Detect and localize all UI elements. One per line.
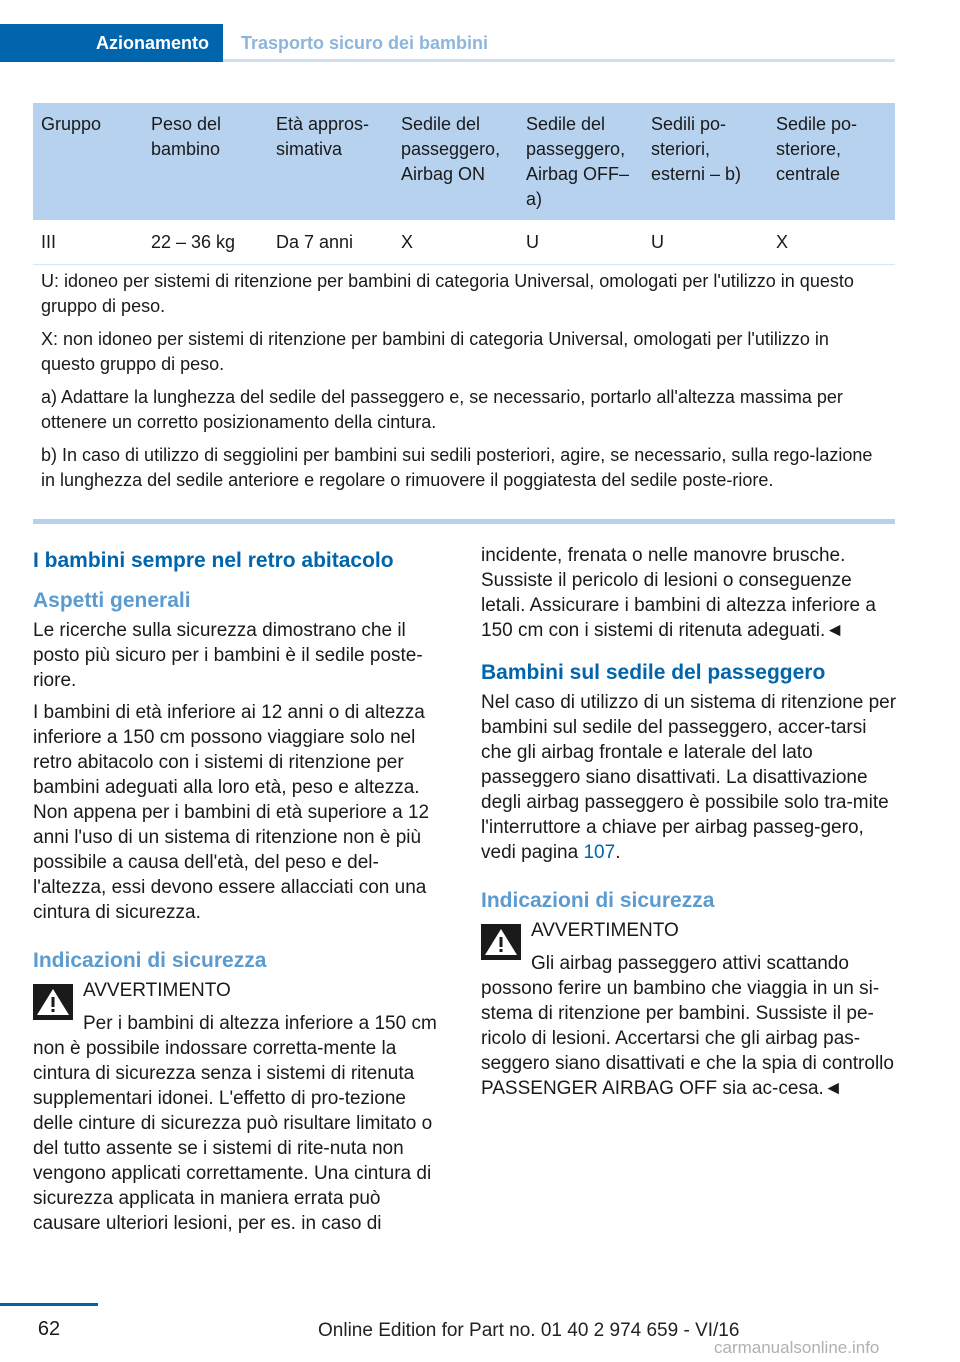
- warning-block: [33, 978, 449, 1236]
- warning-label: AVVERTIMENTO: [83, 980, 231, 1001]
- note-u: U: idoneo per sistemi di ritenzione per bambini di categoria Universal, omologati per l'utilizzo in questo gruppo di peso.: [41, 271, 854, 316]
- page-header: [0, 0, 895, 62]
- table-cell: X: [768, 220, 895, 265]
- warning-block: [481, 918, 897, 1101]
- passenger-end: .: [615, 842, 621, 863]
- table-notes-row: [33, 265, 895, 502]
- note-a: a) Adattare la lunghezza del sedile del passeggero e, se necessario, portarlo all'altezza massima per ottenere un corretto posizionamento della cintura.: [41, 387, 843, 432]
- page-link[interactable]: 107: [583, 842, 616, 863]
- page-number: 62: [37, 1318, 61, 1340]
- passenger-paragraph: [481, 690, 897, 865]
- general-paragraph: I bambini di età inferiore ai 12 anni o di altezza inferiore a 150 cm possono viaggiare solo nel retro abitacolo con i sistemi di ritenzione per bambini adeguati alla loro età, peso e altezza. Non appena per i bambini di età superiore a 12 anni l'uso di un sistema di ritenzione non è più possibile a causa dell'età, del peso e del-l'altezza, essi devono essere allacciati con una cintura di sicurezza.: [33, 702, 430, 923]
- note-b: b) In caso di utilizzo di seggiolini per bambini sui sedili posteriori, agire, se necessario, sulla rego-lazione in lunghezza del sedile anteriore e regolare o rimuovere il poggiatesta del sedile poste-riore.: [41, 445, 873, 490]
- table-header-cell: Sedile del passeggero, Airbag OFF– a): [518, 103, 643, 220]
- table-header-cell: Gruppo: [33, 103, 143, 220]
- table-header-cell: Sedile del passeggero, Airbag ON: [393, 103, 518, 220]
- table-cell: U: [643, 220, 768, 265]
- table-cell: 22 – 36 kg: [143, 220, 268, 265]
- watermark: carmanualsonline.info: [714, 1338, 880, 1357]
- passenger-text: Nel caso di utilizzo di un sistema di ritenzione per bambini sul sedile del passeggero, accer-tarsi che gli airbag frontale e laterale del lato passeggero siano disattivati. La disattivazione degli airbag passeggero è possibile solo tra-mite l'interruttore a chiave per airbag passeg-gero, vedi pagina: [481, 692, 897, 863]
- warning-icon: [33, 984, 73, 1020]
- table-cell: III: [33, 220, 143, 265]
- warning-text: Gli airbag passeggero attivi scattando possono ferire un bambino che viaggia in un si-stema di ritenzione per bambini. Sussiste il pe-ricolo di lesioni. Accertarsi che gli airbag pas-seggero siano disattivati e che la spia di controllo PASSENGER AIRBAG OFF sia ac-cesa.◄: [481, 953, 894, 1099]
- general-title: Aspetti generali: [33, 589, 191, 612]
- table-cell: Da 7 anni: [268, 220, 393, 265]
- edition-text: Online Edition for Part no. 01 40 2 974 659 - VI/16: [318, 1320, 740, 1341]
- continued-paragraph: incidente, frenata o nelle manovre brusche. Sussiste il pericolo di lesioni o conseguenze letali. Assicurare i bambini di altezza inferiore a 150 cm con i sistemi di ritenuta adeguati.◄: [481, 545, 876, 641]
- table-header-cell: Sedile po-steriore, centrale: [768, 103, 895, 220]
- general-paragraph: Le ricerche sulla sicurezza dimostrano che il posto più sicuro per i bambini è il sedile poste-riore.: [33, 620, 423, 691]
- safety-title: Indicazioni di sicurezza: [481, 889, 715, 912]
- safety-title: Indicazioni di sicurezza: [33, 949, 267, 972]
- table-cell: U: [518, 220, 643, 265]
- note-x: X: non idoneo per sistemi di ritenzione per bambini di categoria Universal, omologati per l'utilizzo in questo gruppo di peso.: [41, 329, 829, 374]
- table-header-row: [33, 103, 895, 220]
- table-header-cell: Sedili po-steriori, esterni – b): [643, 103, 768, 220]
- breadcrumb[interactable]: Trasporto sicuro dei bambini: [241, 33, 489, 53]
- table-header-cell: Età appros-simativa: [268, 103, 393, 220]
- table-cell: X: [393, 220, 518, 265]
- header-divider: [223, 59, 895, 62]
- table-row: [33, 220, 895, 265]
- passenger-title: Bambini sul sedile del passeggero: [481, 661, 826, 684]
- footer-rule: [0, 1303, 98, 1306]
- chapter-tab-label: Azionamento: [95, 32, 209, 53]
- section-title: I bambini sempre nel retro abitacolo: [33, 549, 394, 572]
- left-column: [33, 543, 449, 1236]
- warning-label: AVVERTIMENTO: [531, 920, 679, 941]
- table-bottom-rule: [33, 519, 895, 524]
- chapter-tab[interactable]: [0, 24, 223, 62]
- warning-icon: [481, 924, 521, 960]
- table-notes: [33, 265, 895, 502]
- child-seat-table: [33, 103, 895, 501]
- table-header-cell: Peso del bambino: [143, 103, 268, 220]
- warning-text: Per i bambini di altezza inferiore a 150 cm non è possibile indossare corretta-mente la cintura di sicurezza senza i sistemi di ritenuta supplementari idonei. L'effetto di pro-tezione delle cinture di sicurezza può risultare limitato o del tutto assente se i sistemi di rite-nuta non vengono applicati correttamente. Una cintura di sicurezza applicata in maniera errata può causare ulteriori lesioni, per es. in caso di: [33, 1013, 437, 1234]
- right-column: [481, 543, 897, 1101]
